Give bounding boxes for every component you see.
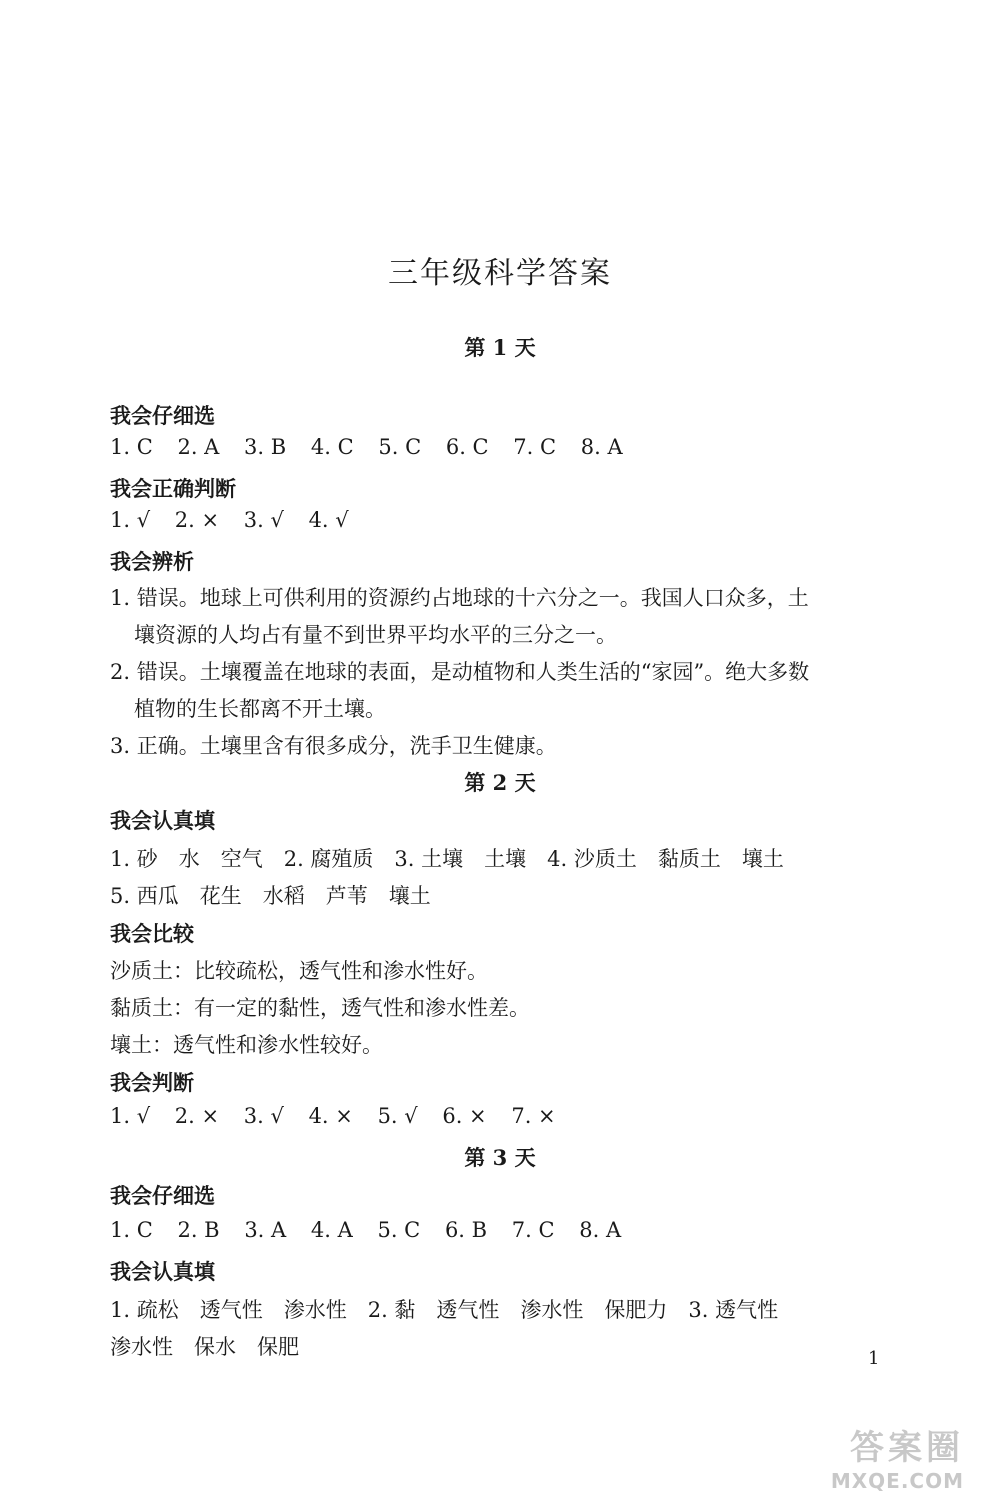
answer-item: 1. C <box>110 1218 153 1242</box>
answer-item: 3. A <box>244 1218 287 1242</box>
watermark-brand: 答案圈 <box>850 1428 964 1468</box>
day-2-fill-section-title: 我会认真填 <box>110 809 215 833</box>
analysis-line: 2. 错误。土壤覆盖在地球的表面，是动植物和人类生活的“家园”。绝大多数 <box>110 660 810 684</box>
compare-line: 黏质土：有一定的黏性，透气性和渗水性差。 <box>110 996 530 1020</box>
answer-item: 2. B <box>177 1218 220 1242</box>
answer-item: 8. A <box>580 435 623 459</box>
answer-item: 2. × <box>174 508 220 532</box>
day-3-fill-line: 渗水性 保水 保肥 <box>110 1335 299 1359</box>
answer-item: 5. C <box>378 435 422 459</box>
answer-item: 2. × <box>174 1104 220 1128</box>
answer-item: 7. × <box>511 1104 556 1128</box>
answer-item: 3. B <box>244 435 287 459</box>
day-2-judge-section-title: 我会判断 <box>110 1071 194 1095</box>
analysis-line: 植物的生长都离不开土壤。 <box>134 697 386 721</box>
answer-item: 4. √ <box>308 508 349 532</box>
watermark <box>831 1420 964 1493</box>
day-3-fill-line: 1. 疏松 透气性 渗水性 2. 黏 透气性 渗水性 保肥力 3. 透气性 <box>110 1298 779 1322</box>
day-2-fill-line: 1. 砂 水 空气 2. 腐殖质 3. 土壤 土壤 4. 沙质土 黏质土 壤土 <box>110 847 784 871</box>
answer-item: 7. C <box>511 1218 555 1242</box>
page-title: 三年级科学答案 <box>388 256 612 291</box>
answer-item: 6. C <box>445 435 489 459</box>
day-1-analysis-section-title: 我会辨析 <box>110 550 194 574</box>
watermark-url: MXQE.COM <box>830 1469 964 1493</box>
compare-line: 沙质土：比较疏松，透气性和渗水性好。 <box>110 959 488 983</box>
answer-item: 4. A <box>310 1218 353 1242</box>
day-3-heading: 第 3 天 <box>464 1145 536 1170</box>
day-1-judge-answers <box>110 508 367 532</box>
day-3-fill-section-title: 我会认真填 <box>110 1260 215 1284</box>
answer-item: 1. √ <box>110 1104 151 1128</box>
day-2-compare-section-title: 我会比较 <box>110 922 194 946</box>
compare-line: 壤土：透气性和渗水性较好。 <box>110 1033 383 1057</box>
answer-item: 3. √ <box>243 1104 284 1128</box>
answer-item: 1. √ <box>110 508 151 532</box>
page-number: 1 <box>868 1348 880 1369</box>
analysis-line: 3. 正确。土壤里含有很多成分，洗手卫生健康。 <box>110 734 557 758</box>
answer-item: 1. C <box>110 435 153 459</box>
day-1-heading: 第 1 天 <box>464 335 536 360</box>
day-1-select-answers <box>110 435 641 459</box>
day-3-select-answers <box>110 1218 639 1242</box>
day-1-judge-section-title: 我会正确判断 <box>110 477 236 501</box>
answer-item: 8. A <box>579 1218 622 1242</box>
answer-item: 7. C <box>513 435 557 459</box>
answer-item: 6. B <box>444 1218 488 1242</box>
answer-item: 4. C <box>310 435 354 459</box>
day-3-select-section-title: 我会仔细选 <box>110 1184 215 1208</box>
day-1-select-section-title: 我会仔细选 <box>110 404 215 428</box>
answer-item: 2. A <box>177 435 220 459</box>
answer-item: 5. √ <box>377 1104 418 1128</box>
answer-item: 5. C <box>377 1218 421 1242</box>
day-2-judge-answers <box>110 1104 574 1128</box>
day-2-heading: 第 2 天 <box>464 770 536 795</box>
analysis-line: 1. 错误。地球上可供利用的资源约占地球的十六分之一。我国人口众多，土 <box>110 586 809 610</box>
answer-item: 4. × <box>308 1104 353 1128</box>
day-2-fill-line: 5. 西瓜 花生 水稻 芦苇 壤土 <box>110 884 431 908</box>
answer-item: 3. √ <box>243 508 284 532</box>
analysis-line: 壤资源的人均占有量不到世界平均水平的三分之一。 <box>134 623 617 647</box>
answer-item: 6. × <box>442 1104 487 1128</box>
